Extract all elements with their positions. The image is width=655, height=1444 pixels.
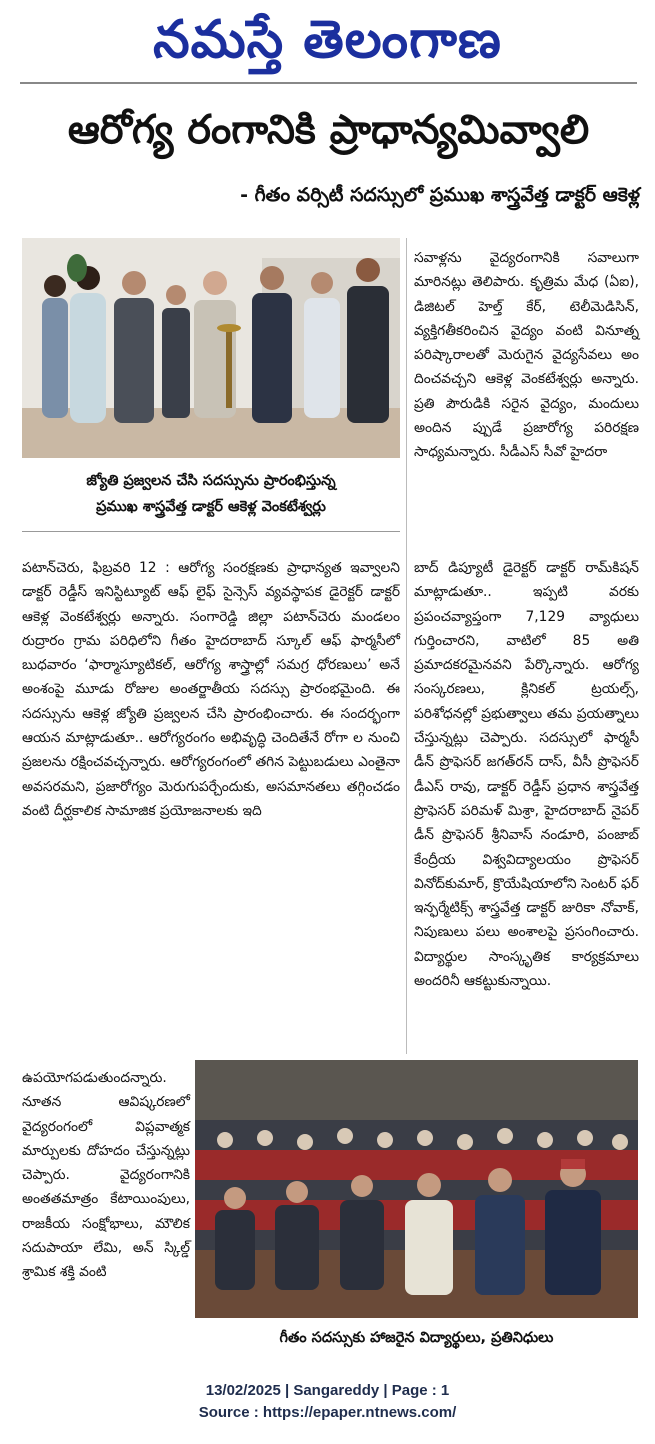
masthead <box>0 0 655 82</box>
masthead-rule <box>20 82 637 84</box>
caption-divider <box>22 531 400 532</box>
lamp-lighting-photo <box>22 238 400 458</box>
photo1-caption-line1: జ్యోతి ప్రజ్వలన చేసి సదస్సును ప్రారంభిస్తున్న <box>86 473 336 489</box>
photo2-caption: గీతం సదస్సుకు హాజరైన విద్యార్థులు, ప్రతినిధులు <box>279 1330 554 1346</box>
column-divider <box>406 238 407 1054</box>
article-column-right <box>414 556 639 993</box>
footer-date-line: 13/02/2025 | Sangareddy | Page : 1 <box>205 1382 450 1399</box>
masthead-title: నమస్తే తెలంగాణ <box>153 9 502 70</box>
article-paragraph: సవాళ్లను వైద్యరంగానికి సవాలుగా మారినట్లు తెలిపారు. కృత్రిమ మేధ (ఏఐ), డిజిటల్ హెల్త్ కేర్, టెలీమెడిసిన్, వ్యక్తిగతీకరించిన వైద్యం వంటి వినూత్న పరిష్కారాలతో మెరుగైన వైద్యసేవలు అం దించవచ్చని ఆకెళ్ల వెంకటేశ్వర్లు అన్నారు. ప్రతి పౌరుడికి సరైన వైద్యం, మందులు అందిన ప్పుడే ప్రజారోగ్య పరిరక్షణ సాధ్యమన్నారు. సీడీఎస్ సీవో హైదరా <box>414 250 639 461</box>
article-column-right-top <box>414 246 639 465</box>
article-headline: ఆరోగ్య రంగానికి ప్రాధాన్యమివ్వాలి <box>67 107 590 153</box>
page-footer <box>0 1380 655 1424</box>
article-subhead: - గీతం వర్సిటీ సదస్సులో ప్రముఖ శాస్త్రవేత్త డాక్టర్ ఆకెళ్ల <box>240 184 640 206</box>
footer-source-line: Source : https://epaper.ntnews.com/ <box>198 1404 457 1421</box>
photo1-caption-line2: ప్రముఖ శాస్త్రవేత్త డాక్టర్ ఆకెళ్ల వెంకటేశ్వర్లు <box>96 499 326 515</box>
article-paragraph: పటాన్‌చెరు, ఫిబ్రవరి 12 : ఆరోగ్య సంరక్షణకు ప్రాధాన్యత ఇవ్వాలని డాక్టర్ రెడ్డీస్ ఇనిస్టిట్యూట్ ఆఫ్ లైఫ్ సైన్సెస్ వ్యవస్థాపక డైరెక్టర్ డాక్టర్ ఆకెళ్ల వెంకటేశ్వర్లు అన్నారు. సంగారెడ్డి జిల్లా పటాన్‌చెరు మండలం రుద్రారం గ్రామ పరిధిలోని గీతం హైదరాబాద్ స్కూల్ ఆఫ్ ఫార్మసీలో బుధవారం ‘ఫార్మాస్యూటికల్, ఆరోగ్య శాస్త్రాల్లో సమగ్ర ధోరణులు’ అనే అంశంపై మూడు రోజుల అంతర్జాతీయ సదస్సు ప్రారంభమైంది. ఈ సదస్సును ఆకెళ్ల జ్యోతి ప్రజ్వలన చేసి ప్రారంభించారు. ఈ సందర్భంగా ఆయన మాట్లాడుతూ.. ఆరోగ్యరంగం అభివృద్ధి చెందితేనే రోగా ల నుంచి ప్రజలను రక్షించవచ్చన్నారు. ఆరోగ్యరంగంలో తగిన పెట్టుబడులు ఎంతైనా అవసరమని, ప్రజారోగ్యం మెరుగుపర్చేందుకు, అసమానతలు తగ్గించడం వంటి దీర్ఘకాలిక సామాజిక ప్రయోజనాలకు ఇది <box>22 560 400 819</box>
article-paragraph: బాద్ డిప్యూటీ డైరెక్టర్ డాక్టర్ రామ్‌కిషన్ మాట్లాడుతూ.. ఇప్పటి వరకు ప్రపంచవ్యాప్తంగా 7,129 వ్యాధులు గుర్తించారని, వాటిలో 85 అతి ప్రమాదకరమైనవని పేర్కొన్నారు. ఆరోగ్య సంస్కరణలు, క్లినికల్ ట్రయల్స్, పరిశోధనల్లో ప్రభుత్వాలు తమ ప్రయత్నాలు చేస్తున్నట్లు చెప్పారు. సదస్సులో ఫార్మసీ డీన్ ప్రొఫెసర్ జగత్‌రన్ దాస్, వీసీ ప్రొఫెసర్ డీఎస్ రావు, డాక్టర్ రెడ్డీస్ ప్రధాన శాస్త్రవేత్త ప్రొఫెసర్ పరిమళ్ మిశ్రా, హైదరాబాద్ నైపర్ డీన్ ప్రొఫెసర్ శ్రీనివాస్ నండూరి, పంజాబ్ కేంద్రీయ విశ్వవిద్యాలయం ప్రొఫెసర్ వినోద్‌కుమార్, క్రొయేషియాలోని సెంటర్ ఫర్ ఇన్ఫర్మేటిక్స్ శాస్త్రవేత్త డాక్టర్ జురికా నోవాక్, నిపుణులు పలు అంశాలపై ప్రసంగించారు. విద్యార్థుల సాంస్కృతిక కార్యక్రమాలు అందరినీ ఆకట్టుకున్నాయి. <box>414 560 639 990</box>
photo1-caption <box>22 468 400 520</box>
audience-photo <box>195 1060 638 1318</box>
article-column-left-bottom <box>22 1066 190 1285</box>
article-column-left <box>22 556 400 823</box>
article-paragraph: ఉపయోగపడుతుందన్నారు. నూతన ఆవిష్కరణలో వైద్యరంగంలో విప్లవాత్మక మార్పులకు దోహదం చేస్తున్నట్లు చెప్పారు. వైద్యరంగానికి అంతతమాత్రం కేటాయింపులు, రాజకీయ సంక్షోభాలు, మౌలిక సదుపాయా లేమి, అన్ స్కిల్డ్ శ్రామిక శక్తి వంటి <box>22 1070 190 1281</box>
